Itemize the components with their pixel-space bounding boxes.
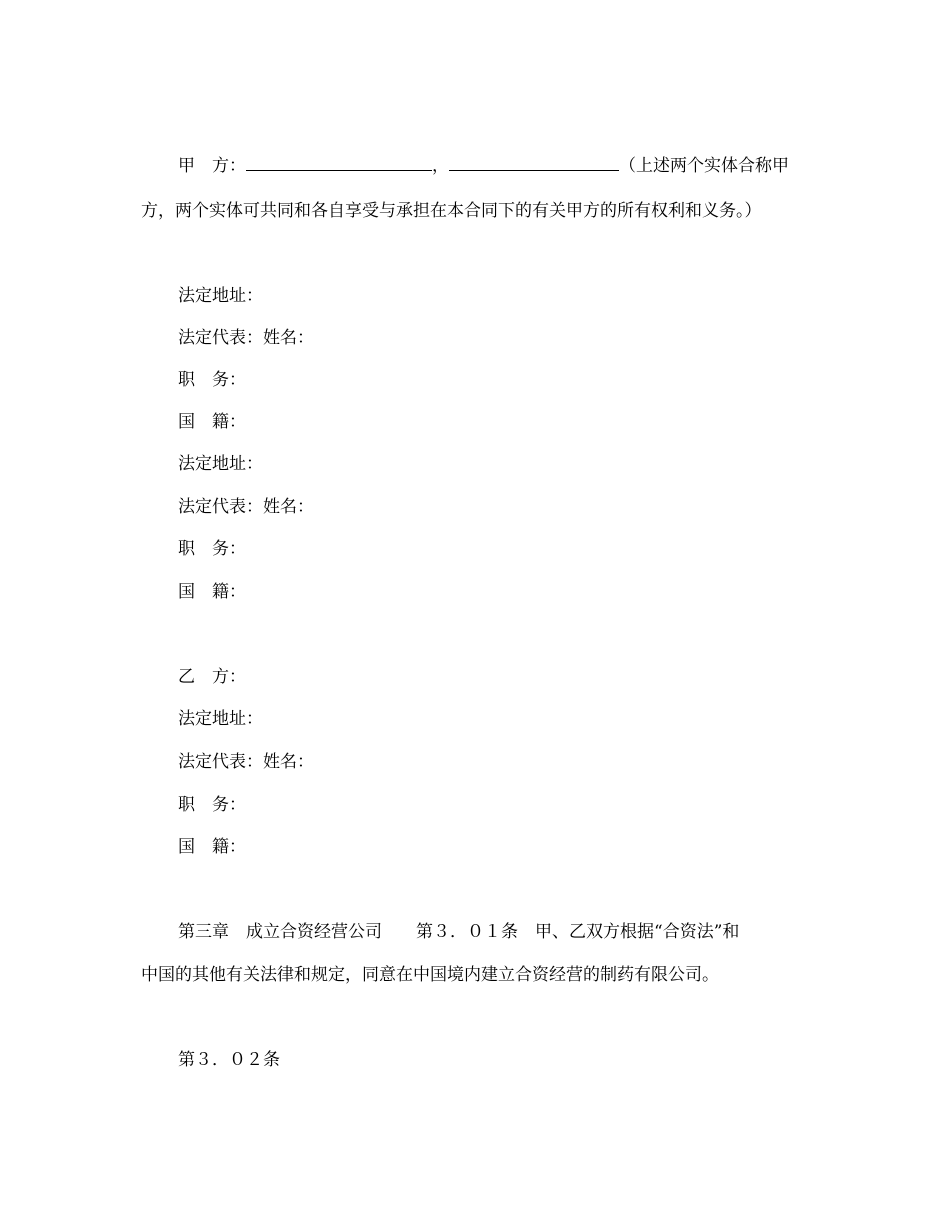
- entity2-rep-name: 法定代表：姓名：: [178, 497, 314, 517]
- entity1-address: 法定地址：: [178, 286, 263, 306]
- party-b-title: 职 务：: [178, 795, 246, 815]
- entity2-nationality: 国 籍：: [178, 582, 246, 602]
- entity1-rep-name: 法定代表：姓名：: [178, 328, 314, 348]
- party-b-nationality: 国 籍：: [178, 837, 246, 857]
- entity2-address: 法定地址：: [178, 454, 263, 474]
- entity1-title: 职 务：: [178, 370, 246, 390]
- article-302: 第３．０２条: [178, 1050, 280, 1070]
- article-301-continued: 中国的其他有关法律和规定，同意在中国境内建立合资经营的制药有限公司。: [141, 965, 719, 985]
- chapter3-heading-article-301: 第三章 成立合资经营公司 第３．０１条 甲、乙双方根据“合资法”和: [178, 922, 740, 942]
- party-b-rep-name: 法定代表：姓名：: [178, 752, 314, 772]
- party-a-label: 甲 方：: [178, 156, 246, 176]
- party-a-entity1-blank[interactable]: [246, 156, 432, 171]
- party-a-note: （上述两个实体合称甲: [619, 156, 789, 176]
- party-a-entity2-blank[interactable]: [449, 156, 619, 171]
- party-b-label: 乙 方：: [178, 667, 246, 687]
- entity2-title: 职 务：: [178, 539, 246, 559]
- comma: ，: [432, 156, 449, 176]
- party-a-line: [178, 156, 789, 176]
- party-a-note-continued: 方，两个实体可共同和各自享受与承担在本合同下的有关甲方的所有权利和义务。）: [141, 201, 762, 221]
- entity1-nationality: 国 籍：: [178, 412, 246, 432]
- party-b-address: 法定地址：: [178, 709, 263, 729]
